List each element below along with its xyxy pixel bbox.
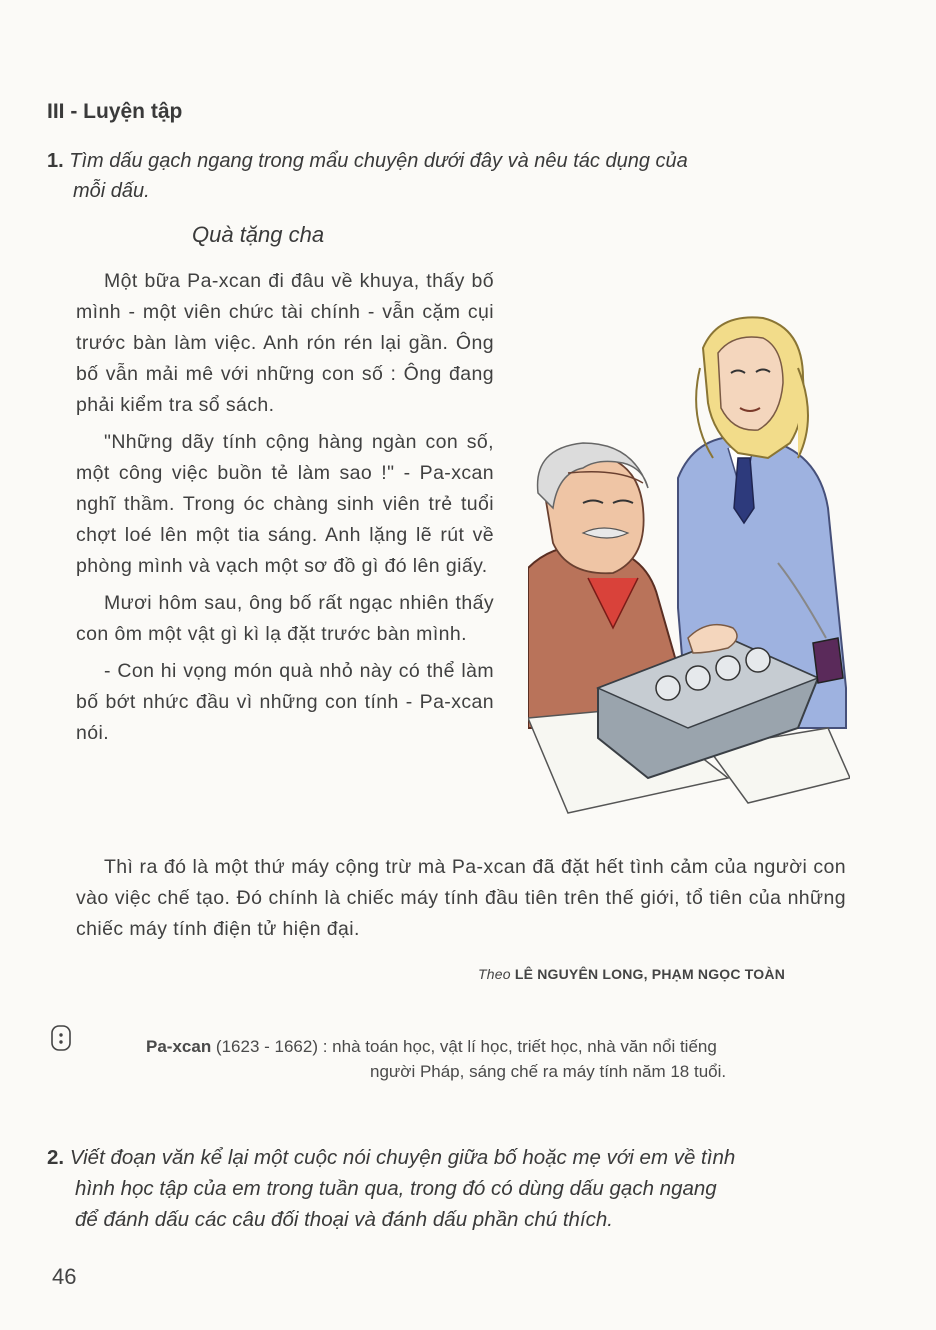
exercise-1-prompt-line-1: Tìm dấu gạch ngang trong mẩu chuyện dưới đây và nêu tác dụng của xyxy=(69,150,688,172)
exercise-1-prompt-line-2: mỗi dấu. xyxy=(73,180,150,202)
page-number: 46 xyxy=(52,1264,77,1289)
footnote-line-2: người Pháp, sáng chế ra máy tính năm 18 tuổi. xyxy=(370,1062,727,1081)
exercise-1-number: 1. xyxy=(47,150,64,172)
exercise-1 xyxy=(47,146,847,206)
exercise-2-prompt-line-1: Viết đoạn văn kể lại một cuộc nói chuyện giữa bố hoặc mẹ với em về tình xyxy=(69,1146,736,1169)
credit-prefix: Theo xyxy=(478,966,511,982)
footnote-line-1: (1623 - 1662) : nhà toán học, vật lí học, triết học, nhà văn nổi tiếng xyxy=(211,1037,717,1056)
story-paragraph: Mươi hôm sau, ông bố rất ngạc nhiên thấy con ôm một vật gì kì lạ đặt trước bàn mình. xyxy=(76,592,494,645)
story-closing xyxy=(76,852,846,945)
story-paragraph: - Con hi vọng món quà nhỏ này có thể làm bố bớt nhức đầu vì những con tính - Pa-xcan nói. xyxy=(76,660,494,744)
exercise-2-number: 2. xyxy=(47,1146,65,1169)
exercise-2-prompt-line-2: hình học tập của em trong tuần qua, trong đó có dùng dấu gạch ngang xyxy=(75,1177,717,1200)
story-paragraph: Một bữa Pa-xcan đi đâu về khuya, thấy bố mình - một viên chức tài chính - vẫn cặm cụi trước bàn làm việc. Anh rón rén lại gần. Ông bố vẫn mải mê với những con số : Ông đang phải kiểm tra sổ sách. xyxy=(76,270,494,416)
footnote xyxy=(146,1034,856,1084)
pascal-illustration xyxy=(528,308,850,816)
exercise-2 xyxy=(47,1142,847,1235)
exercise-2-prompt-line-3: để đánh dấu các câu đối thoại và đánh dấu phần chú thích. xyxy=(75,1208,613,1231)
story-paragraph: "Những dãy tính cộng hàng ngàn con số, một công việc buồn tẻ làm sao !" - Pa-xcan nghĩ thầm. Trong óc chàng sinh viên trẻ tuổi chợt loé lên một tia sáng. Anh lặng lẽ rút về phòng mình và vạch một sơ đồ gì đó lên giấy. xyxy=(76,431,494,577)
footnote-term: Pa-xcan xyxy=(146,1037,212,1056)
story-credit xyxy=(478,966,798,982)
note-icon xyxy=(50,1024,72,1052)
story-title: Quà tặng cha xyxy=(192,222,325,247)
story-paragraph: Thì ra đó là một thứ máy cộng trừ mà Pa-xcan đã đặt hết tình cảm của người con vào việc chế tạo. Đó chính là chiếc máy tính đầu tiên trên thế giới, tổ tiên của những chiếc máy tính điện tử hiện đại. xyxy=(76,856,846,940)
credit-authors: LÊ NGUYÊN LONG, PHẠM NGỌC TOÀN xyxy=(514,966,786,982)
story-column xyxy=(76,266,494,755)
section-title: III - Luyện tập xyxy=(47,100,183,123)
